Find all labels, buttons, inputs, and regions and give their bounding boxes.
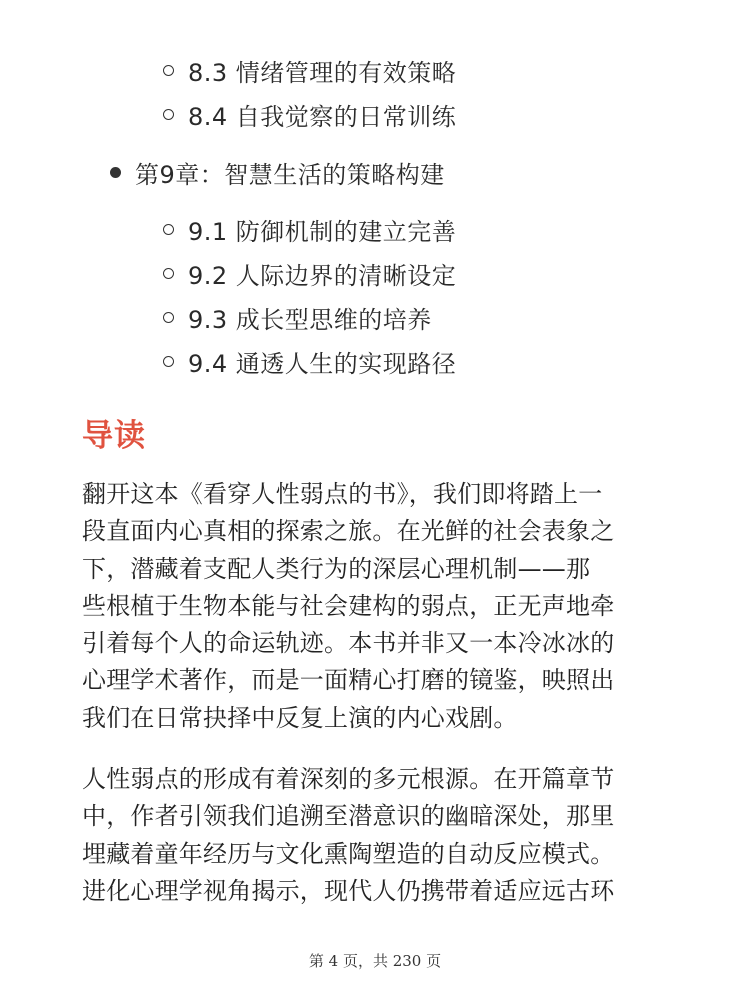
toc-item-label: 9.1 防御机制的建立完善	[188, 217, 457, 246]
paragraph-line: 我们在日常抉择中反复上演的内心戏剧。	[82, 703, 518, 732]
filled-bullet-icon	[110, 167, 121, 178]
paragraph-line: 引着每个人的命运轨迹。本书并非又一本冷冰冰的	[82, 629, 615, 658]
toc-item-label: 8.4 自我觉察的日常训练	[188, 102, 457, 131]
paragraph-intro	[82, 476, 672, 737]
paragraph-roots	[82, 761, 672, 910]
paragraph-line: 些根植于生物本能与社会建构的弱点，正无声地牵	[82, 591, 615, 620]
hollow-bullet-icon	[163, 356, 174, 367]
section-heading: 导读	[82, 418, 146, 454]
toc-item-8-3	[163, 48, 456, 92]
paragraph-line: 人性弱点的形成有着深刻的多元根源。在开篇章节	[82, 765, 615, 793]
paragraph-line: 下，潜藏着支配人类行为的深层心理机制——那	[82, 554, 591, 583]
toc-item-label: 9.4 通透人生的实现路径	[188, 349, 457, 378]
toc-chapter-9	[110, 150, 445, 194]
toc-item-9-2	[163, 251, 456, 295]
toc-item-9-1	[163, 207, 456, 251]
hollow-bullet-icon	[163, 109, 174, 120]
paragraph-line: 进化心理学视角揭示，现代人仍携带着适应远古环	[82, 876, 615, 905]
hollow-bullet-icon	[163, 268, 174, 279]
paragraph-line: 埋藏着童年经历与文化熏陶塑造的自动反应模式。	[82, 839, 615, 868]
toc-item-9-3	[163, 295, 432, 339]
paragraph-line: 中，作者引领我们追溯至潜意识的幽暗深处，那里	[82, 802, 615, 831]
toc-item-label: 9.3 成长型思维的培养	[188, 305, 432, 334]
toc-item-8-4	[163, 92, 456, 136]
paragraph-line: 段直面内心真相的探索之旅。在光鲜的社会表象之	[82, 517, 615, 546]
hollow-bullet-icon	[163, 224, 174, 235]
hollow-bullet-icon	[163, 312, 174, 323]
toc-item-9-4	[163, 339, 456, 383]
toc-item-label: 8.3 情绪管理的有效策略	[188, 58, 457, 87]
toc-item-label: 9.2 人际边界的清晰设定	[188, 261, 457, 290]
hollow-bullet-icon	[163, 65, 174, 76]
toc-chapter-label: 第9章：智慧生活的策略构建	[135, 160, 445, 189]
paragraph-line: 翻开这本《看穿人性弱点的书》，我们即将踏上一	[82, 480, 603, 508]
page-number-footer: 第 4 页，共 230 页	[308, 952, 442, 970]
paragraph-line: 心理学术著作，而是一面精心打磨的镜鉴，映照出	[82, 666, 615, 695]
